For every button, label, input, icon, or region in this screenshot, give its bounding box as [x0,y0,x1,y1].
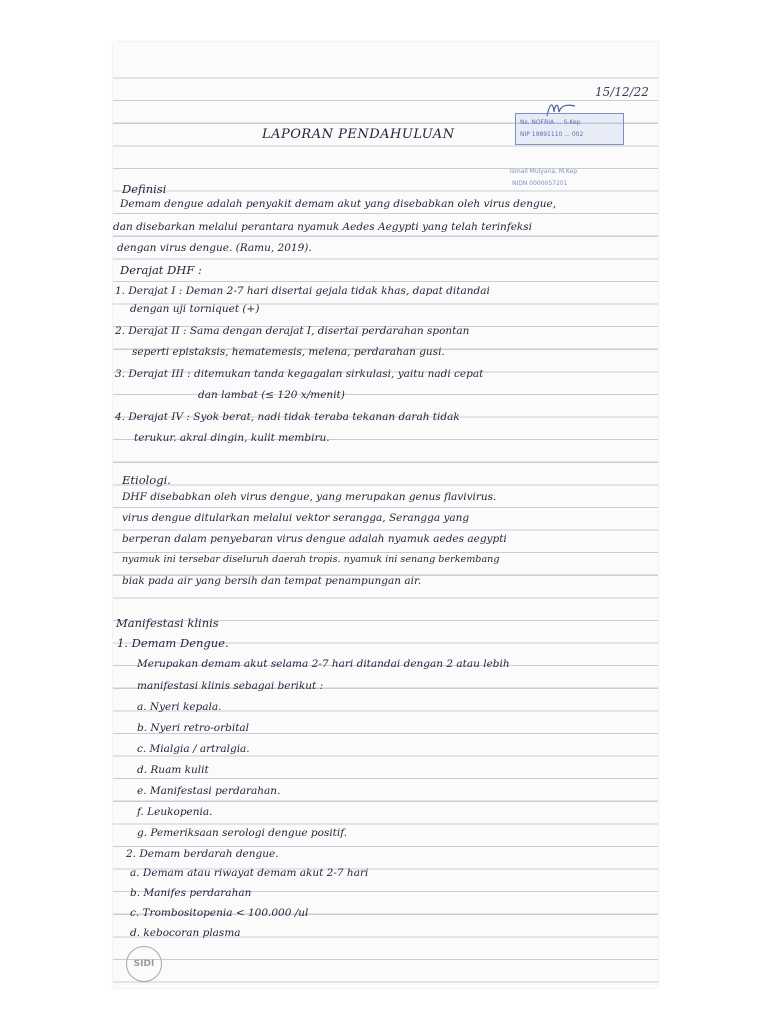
approval-stamp [515,113,624,145]
section-heading-etiologi: Etiologi. [122,473,171,487]
stamp-name: Ismail Mulyana, M.Kep [510,168,578,175]
section-heading-derajat: Derajat DHF : [120,263,202,277]
list-item: d. Ruam kulit [137,764,209,776]
text-line: terukur. akral dingin, kulit membiru. [134,432,330,444]
list-item: a. Nyeri kepala. [137,701,222,713]
text-line: 2. Derajat II : Sama dengan derajat I, disertai perdarahan spontan [115,325,470,337]
list-item: d. kebocoran plasma [130,927,241,939]
date: 15/12/22 [595,85,649,99]
text-line: biak pada air yang bersih dan tempat penampungan air. [122,575,422,587]
stamp-line-1: Ns. NOFRIA ... S.Kep [520,119,581,126]
list-item: c. Mialgia / artralgia. [137,743,250,755]
list-item: g. Pemeriksaan serologi dengue positif. [137,827,348,839]
subsection-heading: 2. Demam berdarah dengue. [126,848,279,860]
text-line: dan lambat (≤ 120 x/menit) [198,389,345,401]
list-item: f. Leukopenia. [137,806,213,818]
text-line: nyamuk ini tersebar diseluruh daerah tropis. nyamuk ini senang berkembang [122,554,500,565]
text-line: seperti epistaksis, hematemesis, melena, perdarahan gusi. [132,346,445,358]
text-line: dengan uji torniquet (+) [130,303,260,315]
stamp-line-2: NIP 19891110 ... 002 [520,131,584,138]
section-heading-definisi: Definisi [122,182,167,196]
section-heading-manifestasi: Manifestasi klinis [116,616,219,630]
text-line: virus dengue ditularkan melalui vektor serangga, Serangga yang [122,512,470,524]
text-line: 4. Derajat IV : Syok berat, nadi tidak teraba tekanan darah tidak [115,411,460,423]
list-item: b. Manifes perdarahan [130,887,252,899]
list-item: e. Manifestasi perdarahan. [137,785,281,797]
text-line: 1. Derajat I : Deman 2-7 hari disertai gejala tidak khas, dapat ditandai [115,285,490,297]
text-line: dan disebarkan melalui perantara nyamuk Aedes Aegypti yang telah terinfeksi [113,221,533,233]
text-line: DHF disebabkan oleh virus dengue, yang merupakan genus flavivirus. [122,491,497,503]
text-line: 3. Derajat III : ditemukan tanda kegagalan sirkulasi, yaitu nadi cepat [115,368,484,380]
list-item: b. Nyeri retro-orbital [137,722,250,734]
watermark-seal [126,946,162,982]
page-title: LAPORAN PENDAHULUAN [262,127,455,142]
text-line: Merupakan demam akut selama 2-7 hari ditandai dengan 2 atau lebih [137,658,510,670]
text-line: manifestasi klinis sebagai berikut : [137,680,324,692]
stamp-nidn: NIDN 0000057201 [512,180,568,187]
list-item: a. Demam atau riwayat demam akut 2-7 hari [130,867,369,879]
text-line: Demam dengue adalah penyakit demam akut yang disebabkan oleh virus dengue, [120,198,557,210]
text-line: dengan virus dengue. (Ramu, 2019). [117,242,312,254]
text-line: berperan dalam penyebaran virus dengue adalah nyamuk aedes aegypti [122,533,507,545]
seal-text: SIDI [133,959,155,969]
subsection-heading: 1. Demam Dengue. [117,636,229,650]
list-item: c. Trombositopenia < 100.000 /ul [130,907,309,919]
